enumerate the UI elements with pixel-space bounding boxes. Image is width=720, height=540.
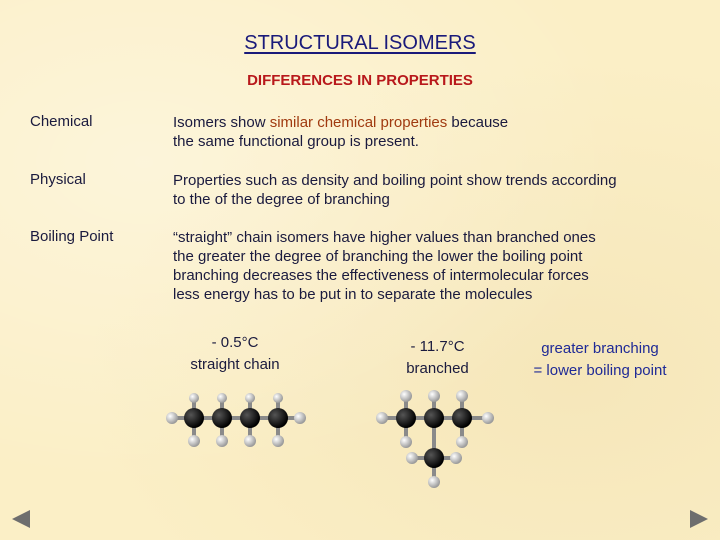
boiling-text-line1: “straight” chain isomers have higher values than branched ones xyxy=(173,229,596,246)
boiling-text-line3: branching decreases the effectiveness of intermolecular forces xyxy=(173,267,589,284)
chemical-text-end: because xyxy=(447,114,509,131)
triangle-right-icon[interactable] xyxy=(688,508,710,530)
conclusion-note xyxy=(505,338,695,382)
branched-boiling-point: - 11.7°C xyxy=(410,338,465,355)
slide-subtitle: DIFFERENCES IN PROPERTIES xyxy=(247,72,473,89)
row-text-physical xyxy=(173,171,698,209)
chemical-text-line2: the same functional group is present. xyxy=(173,133,419,150)
branched-label: branched xyxy=(406,360,469,377)
conclusion-line2: = lower boiling point xyxy=(533,362,667,379)
row-text-boiling-point xyxy=(173,228,698,304)
slide-title: STRUCTURAL ISOMERS xyxy=(244,32,476,54)
boiling-text-line4: less energy has to be put in to separate the molecules xyxy=(173,286,533,303)
row-text-chemical xyxy=(173,113,698,151)
branched-caption xyxy=(380,336,495,380)
straight-chain-caption xyxy=(170,332,300,376)
conclusion-line1: greater branching xyxy=(541,340,659,357)
row-label-boiling-point: Boiling Point xyxy=(30,228,114,245)
row-label-chemical: Chemical xyxy=(30,113,93,130)
straight-label: straight chain xyxy=(190,356,280,373)
branched-molecule xyxy=(370,380,500,492)
physical-text-line2: to the of the degree of branching xyxy=(173,191,390,208)
chemical-text-start: Isomers show xyxy=(173,114,270,131)
row-label-physical: Physical xyxy=(30,171,86,188)
straight-chain-molecule xyxy=(160,388,310,458)
straight-boiling-point: - 0.5°C xyxy=(211,334,259,351)
triangle-left-icon[interactable] xyxy=(10,508,32,530)
chemical-highlight: similar chemical properties xyxy=(269,114,448,131)
physical-text-line1: Properties such as density and boiling point show trends according xyxy=(173,172,617,189)
boiling-text-line2: the greater the degree of branching the lower the boiling point xyxy=(173,248,583,265)
